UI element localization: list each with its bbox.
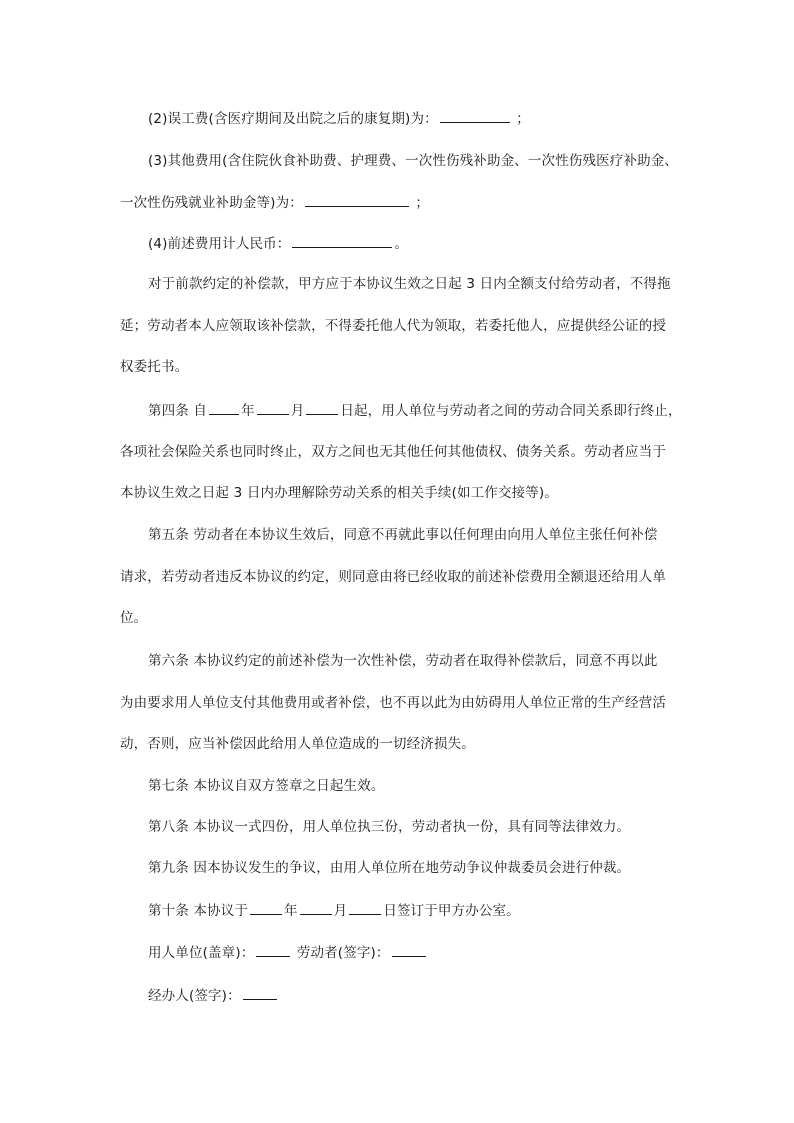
employer-signature-label: 用人单位(盖章)： (148, 945, 255, 961)
article-10-year-blank (250, 901, 282, 915)
article-4-month-blank (257, 401, 289, 415)
article-8: 第八条 本协议一式四份，用人单位执三份，劳动者执一份，具有同等法律效力。 (148, 819, 631, 835)
item-2-line (148, 109, 680, 128)
item-3-suffix: ； (415, 195, 429, 211)
worker-signature-blank (392, 943, 426, 957)
item-3-line-1: (3)其他费用(含住院伙食补助费、护理费、一次性伤残补助金、一次性伤残医疗补助金、 (148, 153, 679, 169)
worker-signature-label: 劳动者(签字)： (296, 945, 390, 961)
article-5-line-2: 请求，若劳动者违反本协议的约定，则同意由将已经收取的前述补偿费用全额退还给用人单 (120, 569, 666, 585)
signature-line-1 (148, 943, 680, 962)
article-6-line-2: 为由要求用人单位支付其他费用或者补偿，也不再以此为由妨碍用人单位正常的生产经营活 (120, 695, 666, 711)
article-4-line-2: 各项社会保险关系也同时终止，双方之间也无其他任何其他债权、债务关系。劳动者应当于 (120, 444, 666, 460)
article-10-year: 年 (284, 903, 298, 919)
employer-signature-blank (256, 943, 290, 957)
payment-line-2: 延；劳动者本人应领取该补偿款，不得委托他人代为领取，若委托他人，应提供经公证的授 (120, 318, 666, 334)
item-4-suffix: 。 (394, 236, 409, 252)
item-3-blank (305, 193, 409, 207)
article-6-line-1: 第六条 本协议约定的前述补偿为一次性补偿，劳动者在取得补偿款后，同意不再以此 (148, 653, 658, 669)
article-10-month-blank (300, 901, 332, 915)
article-10-prefix: 第十条 本协议于 (148, 903, 248, 919)
article-9: 第九条 因本协议发生的争议，由用人单位所在地劳动争议仲裁委员会进行仲裁。 (148, 860, 631, 876)
article-4-prefix: 第四条 自 (148, 403, 208, 419)
item-3-text: 一次性伤残就业补助金等)为： (120, 195, 303, 211)
article-4-line-3: 本协议生效之日起 3 日内办理解除劳动关系的相关手续(如工作交接等)。 (120, 485, 558, 501)
item-4-blank (292, 234, 392, 248)
item-4-line (148, 234, 680, 253)
article-4-day-rest: 日起，用人单位与劳动者之间的劳动合同关系即行终止， (340, 403, 682, 419)
article-6-line-3: 动，否则，应当补偿因此给用人单位造成的一切经济损失。 (120, 736, 475, 752)
item-4-text: (4)前述费用计人民币： (148, 236, 291, 252)
article-7: 第七条 本协议自双方签章之日起生效。 (148, 778, 385, 794)
article-4-year: 年 (241, 403, 255, 419)
article-10-month: 月 (333, 903, 348, 919)
agent-signature-label: 经办人(签字)： (148, 988, 241, 1004)
article-5-line-3: 位。 (120, 610, 148, 626)
article-10 (148, 901, 680, 920)
article-4-day-blank (306, 401, 338, 415)
agent-signature-blank (243, 986, 277, 1000)
signature-line-2 (148, 986, 680, 1005)
article-4-year-blank (209, 401, 239, 415)
payment-line-1: 对于前款约定的补偿款，甲方应于本协议生效之日起 3 日内全额支付给劳动者，不得拖 (148, 276, 671, 292)
article-5-line-1: 第五条 劳动者在本协议生效后，同意不再就此事以任何理由向用人单位主张任何补偿 (148, 527, 658, 543)
item-2-suffix: ； (516, 111, 530, 127)
item-2-blank (440, 109, 510, 123)
payment-line-3: 权委托书。 (120, 359, 189, 375)
article-4-month: 月 (290, 403, 305, 419)
article-10-day-blank (349, 901, 381, 915)
article-4-line-1 (148, 401, 680, 420)
item-2-text: (2)误工费(含医疗期间及出院之后的康复期)为： (148, 111, 438, 127)
item-3-line-2 (120, 193, 680, 212)
article-10-rest: 日签订于甲方办公室。 (383, 903, 520, 919)
